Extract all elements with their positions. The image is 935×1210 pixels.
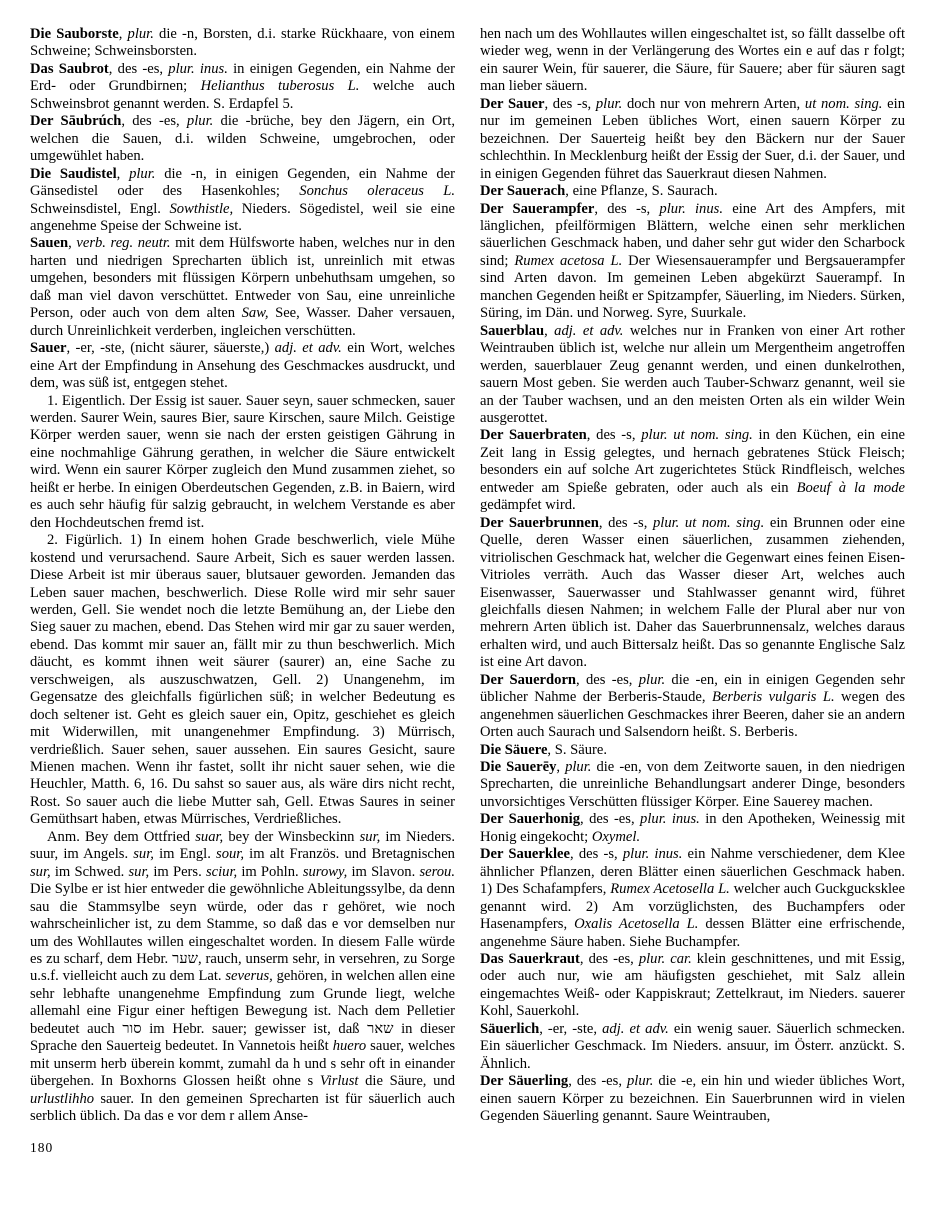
text-run: im Schwed. — [50, 863, 129, 880]
italic-run: Virlust — [319, 1073, 359, 1090]
text-run: doch nur von mehrern Arten, — [622, 95, 805, 112]
italic-run: sur, — [133, 846, 154, 863]
italic-run: serou. — [419, 863, 455, 880]
dictionary-entry — [480, 26, 905, 96]
text-run: sauer. In den gemeinen Sprecharten ist für säuerlich auch serblich üblich. Da das e vor dem r allem Anse- — [30, 1090, 455, 1125]
entry-paragraph — [30, 532, 455, 829]
dictionary-entry — [480, 515, 905, 672]
headword: Die Säuere — [480, 741, 548, 758]
text-run: , des -es, — [576, 671, 639, 688]
dictionary-entry — [30, 26, 455, 61]
dictionary-entry — [480, 811, 905, 846]
dictionary-entry — [480, 951, 905, 1021]
left-column — [30, 26, 455, 1126]
italic-run: plur. inus. — [640, 811, 700, 828]
text-run: wegen des angenehmen säuerlichen Geschmackes ihrer Beeren, daher sie an andern Orten auch Saurach und Salsendorn heißt. S. Berberis. — [480, 689, 906, 741]
italic-run: huero — [332, 1038, 367, 1055]
text-run: die Säure, und — [358, 1073, 455, 1090]
italic-run: suar, — [195, 828, 224, 845]
headword: Der Sauerdorn — [480, 671, 577, 688]
italic-run: verb. reg. neutr. — [76, 235, 171, 252]
italic-run: Sowthistle, — [169, 200, 234, 217]
text-run: klein geschnittenes, und mit Essig, oder auch nur, wie am häufigsten geschiehet, mit Salz allein eingemachtes Weiß- oder Kappiskraut; Zettelkraut, im Nieders. sauerer Kohl, Sauerkohl. — [480, 951, 906, 1020]
headword: Das Sauerkraut — [480, 951, 580, 968]
text-run: See, Wasser. Daher versauen, durch Unreinlichkeit verderben, ingleichen verschütten. — [30, 305, 455, 339]
text-run: , — [116, 165, 130, 182]
dictionary-entry — [480, 672, 905, 742]
headword: Das Saubrot — [30, 60, 109, 77]
italic-run: plur. inus. — [622, 846, 683, 863]
italic-run: plur. inus. — [659, 200, 723, 217]
italic-run: Oxalis Acetosella L. — [574, 916, 699, 933]
italic-run: plur. ut nom. sing. — [652, 514, 765, 531]
italic-run: plur. — [565, 759, 592, 776]
italic-run: adj. et adv. — [554, 322, 624, 339]
italic-run: Helianthus tuberosus L. — [200, 78, 360, 95]
entry-paragraph — [30, 393, 455, 533]
text-run: im Slavon. — [347, 863, 420, 880]
text-run: , -er, -ste, — [539, 1020, 603, 1037]
headword: Der Sauerhonig — [480, 811, 581, 828]
text-run: , des -es, — [121, 113, 187, 130]
italic-run: plur. — [626, 1073, 654, 1090]
dictionary-entry — [480, 742, 905, 759]
italic-run: plur. car. — [638, 951, 692, 968]
dictionary-entry — [480, 846, 905, 951]
text-run: Der Wiesensauerampfer und Bergsauerampfer sind Arten davon. Im gemeinen Leben abgekürzt Sauerampf. In manchen Gegenden heißt er Spitzampfer, Säuerling, im Nieders. Sürken, Süring, im Dän. und Norweg. Syre, Suurkale. — [480, 252, 905, 322]
dictionary-entry — [480, 183, 905, 200]
italic-run: Boeuf à la mode — [796, 479, 905, 496]
text-run: , — [544, 322, 555, 339]
text-run: Anm. Bey dem Ottfried — [47, 828, 196, 845]
text-run: gehören, in welchen allen eine sehr lebhafte unangenehme Empfindung zum Grunde liegt, welche allemahl eine Figur einer heftigen Bewegung ist. Nach dem Pelletier bedeutet auch סור im Hebr. sauer; gewisser ist, daß שאר in dieser Sprache den Sauerteig bedeutet. In Vannetois heißt — [30, 968, 456, 1055]
dictionary-entry — [30, 61, 455, 113]
dictionary-entry — [480, 96, 905, 183]
text-run: hen nach um des Wohllautes willen eingeschaltet ist, so fällt dasselbe oft wieder weg, wenn in der Verlängerung des Wortes ein e auf das r folgt; ein saurer Wein, für sauerer, die Säure, für Sauere; aber für säuren sagt man lieber säuern. — [480, 26, 905, 95]
text-run: im Nieders. suur, im Angels. — [30, 828, 456, 863]
text-run: ein wenig sauer. Säuerlich schmecken. Ein säuerlicher Geschmack. Im Nieders. ansuur, im Österr. anzückt. S. Ähnlich. — [480, 1020, 906, 1072]
text-run: die -en, von dem Zeitworte sauen, in den niedrigen Sprecharten, die unreinliche Behandlungsart anderer Dinge, besonders unvorsichtiges Verschütten flüssiger Körper. Eine Sauerey machen. — [480, 759, 906, 810]
italic-run: sour, — [216, 846, 244, 863]
italic-run: plur. inus. — [168, 60, 228, 77]
headword: Der Sauerklee — [480, 846, 571, 863]
italic-run: plur. — [129, 165, 156, 182]
headword: Sauer — [30, 340, 67, 357]
text-run: Schweinsdistel, Engl. — [30, 200, 170, 217]
text-run: , des -es, — [579, 951, 639, 968]
text-run: im Engl. — [153, 846, 217, 863]
headword: Der Sauer — [480, 95, 545, 112]
right-column — [480, 26, 905, 1126]
text-run: , des -s, — [570, 846, 623, 863]
italic-run: plur. ut nom. sing. — [641, 427, 753, 444]
italic-run: plur. — [186, 113, 214, 130]
text-run: die -brüche, bey den Jägern, ein Ort, welchen die Sauen, d.i. wilden Schweine, umgebrochen, oder umgewühlet haben. — [30, 113, 455, 165]
text-run: , — [68, 235, 77, 252]
headword: Der Sāubrúch — [30, 113, 122, 130]
text-run: welches nur in Franken von einer Art rother Weintrauben üblich ist, welche nur allein um Mergentheim angetroffen werden, sauerblauer Zeug genannt werden, und einen dunkelrothen, sauern Most geben. Sie werden auch Tauber-Schwarz genannt, weil sie an der Tauber wachsen, und an den meisten Orten als ein wilder Wein ausgerottet. — [480, 322, 906, 426]
text-run: , des -es, — [580, 811, 641, 828]
text-run: , eine Pflanze, S. Saurach. — [565, 183, 718, 200]
headword: Die Sauerēy — [480, 759, 557, 776]
italic-run: Rumex Acetosella L. — [610, 881, 730, 898]
headword: Sauerblau — [480, 322, 545, 339]
text-run: ein nur im gemeinen Leben übliches Wort, einen sauern Körper zu bezeichnen. Der Sauerteig heißt bey den Bäckern nur der Sauer schlechthin. In Mecklenburg heißt der Essig der Suer, d.i. der Sauer, und in einigen Gegenden führet das Sauerkraut diesen Nahmen. — [480, 95, 906, 182]
text-run: in den Küchen, ein eine Zeit lang in Essig gelegtes, und hernach gebratenes Stück Fleisch; besonders ein auf solche Art zugerichtetes Stück Rindfleisch, welches entweder am Spieße gebraten, oder auch als ein — [480, 427, 905, 496]
italic-run: plur. — [127, 26, 154, 42]
headword: Der Sauerach — [480, 183, 566, 200]
text-run: welche auch Schweinsbrot genannt werden. S. Erdapfel 5. — [30, 78, 456, 112]
italic-run: sciur, — [205, 863, 238, 880]
headword: Die Sauborste — [30, 26, 119, 42]
text-run: ein Wort, welches eine Art der Empfindung in Ansehung des Geschmackes ausdruckt, und dem, was süß ist, entgegen stehet. — [30, 340, 455, 392]
text-run: Nieders. Sögedistel, weil sie eine angenehme Speise der Schweine ist. — [30, 200, 455, 234]
italic-run: sur, — [128, 863, 150, 880]
text-run: in einigen Gegenden, ein Nahme der Erd- oder Grundbirnen; — [30, 60, 456, 95]
text-run: dessen Blätter eine erfrischende, angenehme Säure haben. Siehe Buchampfer. — [480, 916, 905, 950]
italic-run: sur, — [359, 828, 381, 845]
text-run: gedämpfet wird. — [480, 497, 576, 514]
text-run: , des -es, — [568, 1073, 627, 1090]
text-run: , des -s, — [544, 95, 596, 112]
italic-run: ut nom. sing. — [804, 95, 883, 112]
italic-run: Rumex acetosa L. — [514, 252, 623, 269]
dictionary-entry — [480, 201, 905, 323]
page-number: 180 — [30, 1140, 54, 1155]
italic-run: surowy, — [302, 863, 348, 880]
italic-run: sur, — [30, 863, 51, 880]
dictionary-entry — [30, 235, 455, 340]
entry-paragraph — [30, 829, 455, 1126]
text-run: im alt Französ. und Bretagnischen — [244, 846, 455, 863]
headword: Der Sauerbraten — [480, 427, 587, 444]
italic-run: urlustlihho — [30, 1090, 95, 1107]
text-run: , des -s, — [598, 514, 653, 531]
text-run: , — [556, 759, 566, 776]
dictionary-entry — [30, 166, 455, 236]
dictionary-entry — [30, 113, 455, 165]
text-run: im Pohln. — [237, 863, 303, 880]
text-run: welcher auch Guckgucksklee genannt wird. 2) Am vorzüglichsten, des Buchampfers oder Hasenampfers, — [480, 881, 905, 933]
text-run: die -n, in einigen Gegenden, ein Nahme der Gänsedistel oder des Hasenkohles; — [30, 165, 455, 200]
text-run: im Pers. — [149, 863, 206, 880]
dictionary-entry — [480, 427, 905, 514]
text-run: , des -s, — [594, 200, 660, 217]
text-run: , des -es, — [108, 60, 169, 77]
text-run: Die Sylbe er ist hier entweder die gewöhnliche Ableitungssylbe, da denn sau die Stammsylbe seyn würde, oder das r gehöret, wie noch wahrscheinlicher ist, zu dem Stamme, so daß das e vor demselben nur um des Wohllautes willen eingeschaltet worden. In diesem Falle würde es zu scharf, dem Hebr. שער, rauch, unserm sehr, in versehren, zu Sorge u.s.f. vielleicht auch zu dem Lat. — [30, 881, 455, 985]
italic-run: severus, — [225, 968, 273, 985]
text-run: , des -s, — [586, 427, 642, 444]
italic-run: Sonchus oleraceus L. — [299, 183, 455, 200]
italic-run: Berberis vulgaris L. — [711, 689, 835, 706]
text-run: bey der Winsbeckinn — [223, 828, 360, 845]
text-run: , -er, -ste, (nicht säurer, säuerste,) — [66, 340, 275, 357]
headword: Der Sauerbrunnen — [480, 514, 599, 531]
text-run: die -n, Borsten, d.i. starke Rückhaare, von einem Schweine; Schweinsborsten. — [30, 26, 455, 60]
text-run: ein Brunnen oder eine Quelle, deren Wasser einen säuerlichen, zusammen ziehenden, vitriolischen Geschmack hat, welcher die Gegenwart eines feinen Eisen-Vitrioles verräth. Auch das Wasser dieser Art, welches auch Eisenwasser, Sauerwasser und Stahlwasser genannt wird, führet gleichfalls diesen Nahmen; in welchem Falle der Plural aber nur von mehrern Arten üblich ist. Daher das Sauerbrunnensalz, welches daraus erhalten wird, und auch Bittersalz heißt. Das so genannte Englische Salz ist eine Art davon. — [480, 514, 905, 671]
italic-run: adj. et adv. — [602, 1020, 669, 1037]
italic-run: adj. et adv. — [274, 340, 342, 357]
headword: Die Saudistel — [30, 165, 117, 182]
text-run: sauer, welches mit unserm herb überein kommt, zumahl da h und s sehr oft in einander übergehen. In Boxhorns Glossen heißt ohne s — [30, 1038, 455, 1090]
text-run: in den Apotheken, Weinessig mit Honig eingekocht; — [480, 811, 906, 845]
italic-run: Oxymel. — [591, 828, 641, 845]
dictionary-entry — [480, 759, 905, 811]
italic-run: plur. — [595, 95, 623, 112]
text-run: ein Nahme verschiedener, dem Klee ähnlicher Pflanzen, deren Blätter einen säuerlichen Geschmack haben. 1) Des Schafampfers, — [480, 846, 905, 898]
italic-run: plur. — [638, 671, 666, 688]
headword: Säuerlich — [480, 1020, 540, 1037]
text-run: , — [118, 26, 128, 42]
text-run: eine Art des Ampfers, mit länglichen, pfeilförmigen Blättern, welche einen sehr merklichen säuerlichen Geschmack haben, und daher sehr gut wider den Scharbock sind; — [480, 200, 905, 269]
text-run: 1. Eigentlich. Der Essig ist sauer. Sauer seyn, sauer schmecken, sauer werden. Saurer Wein, saures Bier, saure Kirschen, saure Milch. Geistige Körper werden sauer, wenn sie nach der ersten geistigen Gährung in eine nochmahlige Gährung gerathen, in welcher die Säure entwickelt wird. Wenn ein saurer Körper zugleich den Mund zusammen ziehet, so heißt er herbe. In einigen Oberdeutschen Gegenden, z.B. in Baiern, wird es auch sehr häufig für salzig gebraucht, in welchem Verstande es aber den Hochdeutschen fremd ist. — [30, 392, 455, 531]
dictionary-entry — [480, 323, 905, 428]
text-run: mit dem Hülfsworte haben, welches nur in den harten und niedrigen Sprecharten üblich ist, unreinlich mit etwas umgehen, besonders mit flüssigen Körpern unbehuthsam umgehen, so daß man viel davon verschüttet. Entweder von Sau, eine unreinliche Person, oder auch von dem alten — [30, 235, 455, 322]
dictionary-entry — [30, 340, 455, 392]
headword: Sauen — [30, 235, 69, 252]
italic-run: Saw, — [241, 305, 269, 322]
text-run: 2. Figürlich. 1) In einem hohen Grade beschwerlich, viele Mühe kostend und verursachend. Saure Arbeit, Sich es sauer werden lassen. Diese Arbeit ist mir überaus sauer, blutsauer geworden. Jemanden das Leben sauer machen, beschwerlich. Diese Rolle wird mir sehr sauer werden, Gell. Sie wendet noch die letzte Bemühung an, der Liebe den Sieg sauer zu machen, ebend. Das Stehen wird mir gar zu sauer werden, ebend. Das kommt mir sauer an, fällt mir zu thun beschwerlich. Mich däucht, es kommt ihnen weit säurer (saurer) an, eine Sache zu verschweigen, als auszuschwatzen, Gell. 2) Unangenehm, im Gegensatze des gleichfalls figürlichen süß; in welcher Bedeutung es doch seltener ist. Geht es gleich sauer ein, Opitz, geschiehet es gleich mit Widerwillen, mit unangenehmer Empfindung. 3) Mürrisch, verdrießlich. Sauer sehen, sauer aussehen. Ein saures Gesicht, saure Mienen machen. Wenn ihr fastet, sollt ihr nicht sauer sehen, wie die Heuchler, Matth. 6, 16. Du sahst so sauer aus, als wäre dirs nicht recht, Rost. So sauer auch die liebe Mutter sah, Gell. Etwas Saures in seiner Gemüthsart haben, etwas Mürrisches, Verdrießliches. — [30, 532, 455, 828]
text-run: die -e, ein hin und wieder übliches Wort, einen sauern Körper zu bezeichnen. Ein Sauerbrunnen wird in vielen Gegenden Säuerling genannt. Saure Weintrauben, — [480, 1073, 905, 1125]
text-run: , S. Säure. — [547, 741, 608, 758]
headword: Der Sauerampfer — [480, 200, 595, 217]
dictionary-entry — [480, 1073, 905, 1125]
headword: Der Säuerling — [480, 1073, 569, 1090]
dictionary-entry — [480, 1021, 905, 1073]
text-run: die -en, ein in einigen Gegenden sehr üblicher Nahme der Berberis-Staude, — [480, 671, 906, 706]
